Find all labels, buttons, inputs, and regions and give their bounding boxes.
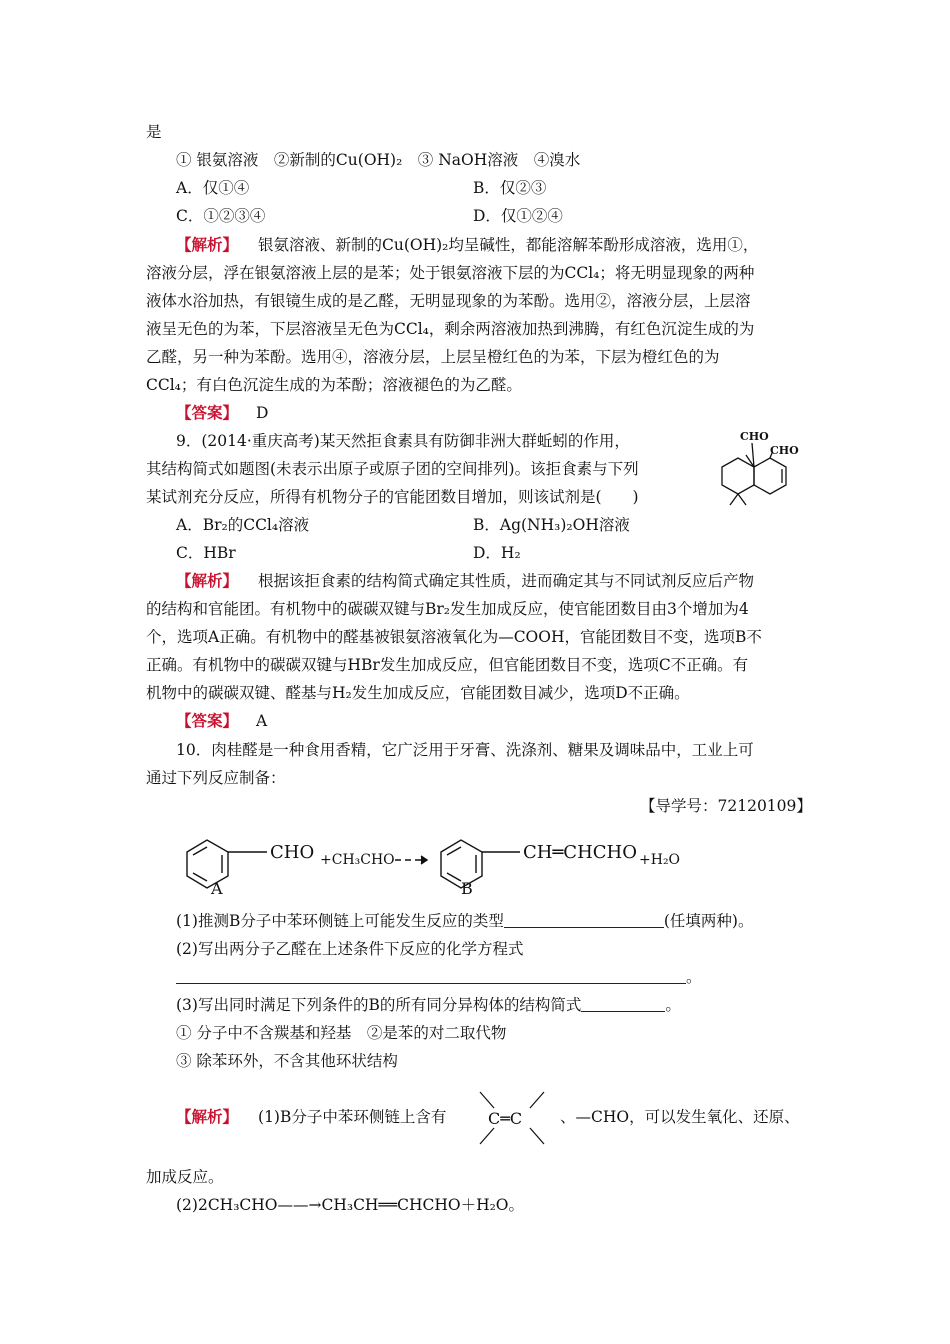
q8-analysis-line-4: 液呈无色的为苯，下层溶液呈无色为CCl₄，剩余两溶液加热到沸腾，有红色沉淀生成的为 xyxy=(146,320,755,338)
q10-condition-2: ③ 除苯环外，不含其他环状结构 xyxy=(176,1052,398,1070)
q9-option-d: D．H₂ xyxy=(473,544,521,562)
q8-answer: D xyxy=(256,404,269,422)
q9-option-c: C．HBr xyxy=(176,544,236,562)
q10-cc-group: C═C xyxy=(488,1109,523,1128)
q8-analysis-line-2: 溶液分层，浮在银氨溶液上层的是苯；处于银氨溶液下层的为CCl₄；将无明显现象的两种 xyxy=(146,264,755,282)
q9-answer-line xyxy=(176,710,267,732)
q10-q1-blank xyxy=(504,913,664,928)
q10-stem-line-2: 通过下列反应制备： xyxy=(146,769,286,787)
q8-option-b: B．仅②③ xyxy=(473,179,547,197)
q9-analysis-label: 【解析】 xyxy=(176,571,239,590)
q9-option-a: A．Br₂的CCl₄溶液 xyxy=(176,516,310,534)
q9-analysis-line-2: 的结构和官能团。有机物中的碳碳双键与Br₂发生加成反应，使官能团数目由3个增加为4 xyxy=(146,600,749,618)
q8-options-line: ① 银氨溶液 ②新制的Cu(OH)₂ ③ NaOH溶液 ④溴水 xyxy=(176,151,581,169)
q10-q2-tail: 。 xyxy=(686,968,702,986)
q9-stem-line-2: 其结构简式如题图(未表示出原子或原子团的空间排列)。该拒食素与下列 xyxy=(146,460,639,478)
q10-b-label: B xyxy=(461,879,473,898)
q10-reaction-scheme xyxy=(175,820,715,900)
q9-analysis-line-1 xyxy=(176,570,754,592)
q10-plus-water: +H₂O xyxy=(639,852,681,868)
q9-cho-label-2: CHO xyxy=(770,444,799,457)
q8-stem-tail: 是 xyxy=(146,123,162,141)
q10-sub-q2: (2)写出两分子乙醛在上述条件下反应的化学方程式 xyxy=(176,940,524,958)
q10-q3-tail: 。 xyxy=(665,996,681,1014)
q9-analysis-line-4: 正确。有机物中的碳碳双键与HBr发生加成反应，但官能团数目不变，选项C不正确。有 xyxy=(146,656,749,674)
q10-analysis-post: 、—CHO，可以发生氧化、还原、 xyxy=(560,1108,800,1126)
q9-structure-diagram xyxy=(700,425,810,515)
q9-cho-label-1: CHO xyxy=(740,430,769,443)
q9-analysis-text: 根据该拒食素的结构简式确定其性质，进而确定其与不同试剂反应后产物 xyxy=(258,572,755,590)
q8-option-a: A．仅①④ xyxy=(176,179,250,197)
q10-sub-q3 xyxy=(176,994,681,1016)
q9-analysis-line-3: 个，选项A正确。有机物中的醛基被银氨溶液氧化为—COOH，官能团数目不变，选项B不 xyxy=(146,628,762,646)
q8-analysis-text: 银氨溶液、新制的Cu(OH)₂均呈碱性，都能溶解苯酚形成溶液，选用①， xyxy=(258,236,759,254)
q8-answer-line xyxy=(176,402,268,424)
q8-answer-label: 【答案】 xyxy=(176,403,239,422)
q10-condition-1: ① 分子中不含羰基和羟基 ②是苯的对二取代物 xyxy=(176,1024,507,1042)
q10-sub-q1 xyxy=(176,910,753,932)
q8-option-d: D．仅①②④ xyxy=(473,207,563,225)
q10-q2-answer-line xyxy=(176,966,702,988)
q9-option-b: B．Ag(NH₃)₂OH溶液 xyxy=(473,516,630,534)
q8-analysis-line-3: 液体水浴加热，有银镜生成的是乙醛，无明显现象的为苯酚。选用②，溶液分层，上层溶 xyxy=(146,292,751,310)
q9-analysis-line-5: 机物中的碳碳双键、醛基与H₂发生加成反应，官能团数目减少，选项D不正确。 xyxy=(146,684,690,702)
q9-stem-line-3: 某试剂充分反应，所得有机物分子的官能团数目增加，则该试剂是( ) xyxy=(146,488,639,506)
q8-analysis-line-1 xyxy=(176,234,758,256)
q10-a-label: A xyxy=(211,879,223,898)
q10-analysis-line-1 xyxy=(176,1106,446,1128)
q10-a-group: CHO xyxy=(270,842,315,863)
q8-analysis-line-5: 乙醛，另一种为苯酚。选用④，溶液分层，上层呈橙红色的为苯，下层为橙红色的为 xyxy=(146,348,720,366)
q10-stem-line-1: 10．肉桂醛是一种食用香精，它广泛用于牙膏、洗涤剂、糖果及调味品中，工业上可 xyxy=(176,741,754,759)
q10-q1-tail: (任填两种)。 xyxy=(663,912,754,930)
q8-analysis-line-6: CCl₄；有白色沉淀生成的为苯酚；溶液褪色的为乙醛。 xyxy=(146,376,522,394)
q10-q3-blank xyxy=(581,997,665,1012)
q10-analysis-line-3: (2)2CH₃CHO——→CH₃CH══CHCHO＋H₂O。 xyxy=(176,1196,525,1214)
q10-q3-text: (3)写出同时满足下列条件的B的所有同分异构体的结构简式 xyxy=(176,996,582,1014)
q10-analysis-pre: (1)B分子中苯环侧链上含有 xyxy=(258,1108,447,1126)
q8-option-c: C．①②③④ xyxy=(176,207,266,225)
q10-b-group: CH═CHCHO xyxy=(523,842,638,863)
q10-q1-text: (1)推测B分子中苯环侧链上可能发生反应的类型 xyxy=(176,912,504,930)
q8-analysis-label: 【解析】 xyxy=(176,235,239,254)
q9-answer: A xyxy=(256,712,268,730)
q10-analysis-label: 【解析】 xyxy=(176,1107,239,1126)
q10-q2-blank xyxy=(176,969,686,984)
q10-cc-double-bond-diagram xyxy=(472,1086,552,1150)
q10-plus-reagent: +CH₃CHO xyxy=(320,852,395,868)
q10-guide-number: 【导学号：72120109】 xyxy=(640,797,812,815)
q9-stem-line-1: 9．(2014·重庆高考)某天然拒食素具有防御非洲大群蚯蚓的作用， xyxy=(176,432,630,450)
q10-analysis-line-2: 加成反应。 xyxy=(146,1168,224,1186)
q9-answer-label: 【答案】 xyxy=(176,711,239,730)
